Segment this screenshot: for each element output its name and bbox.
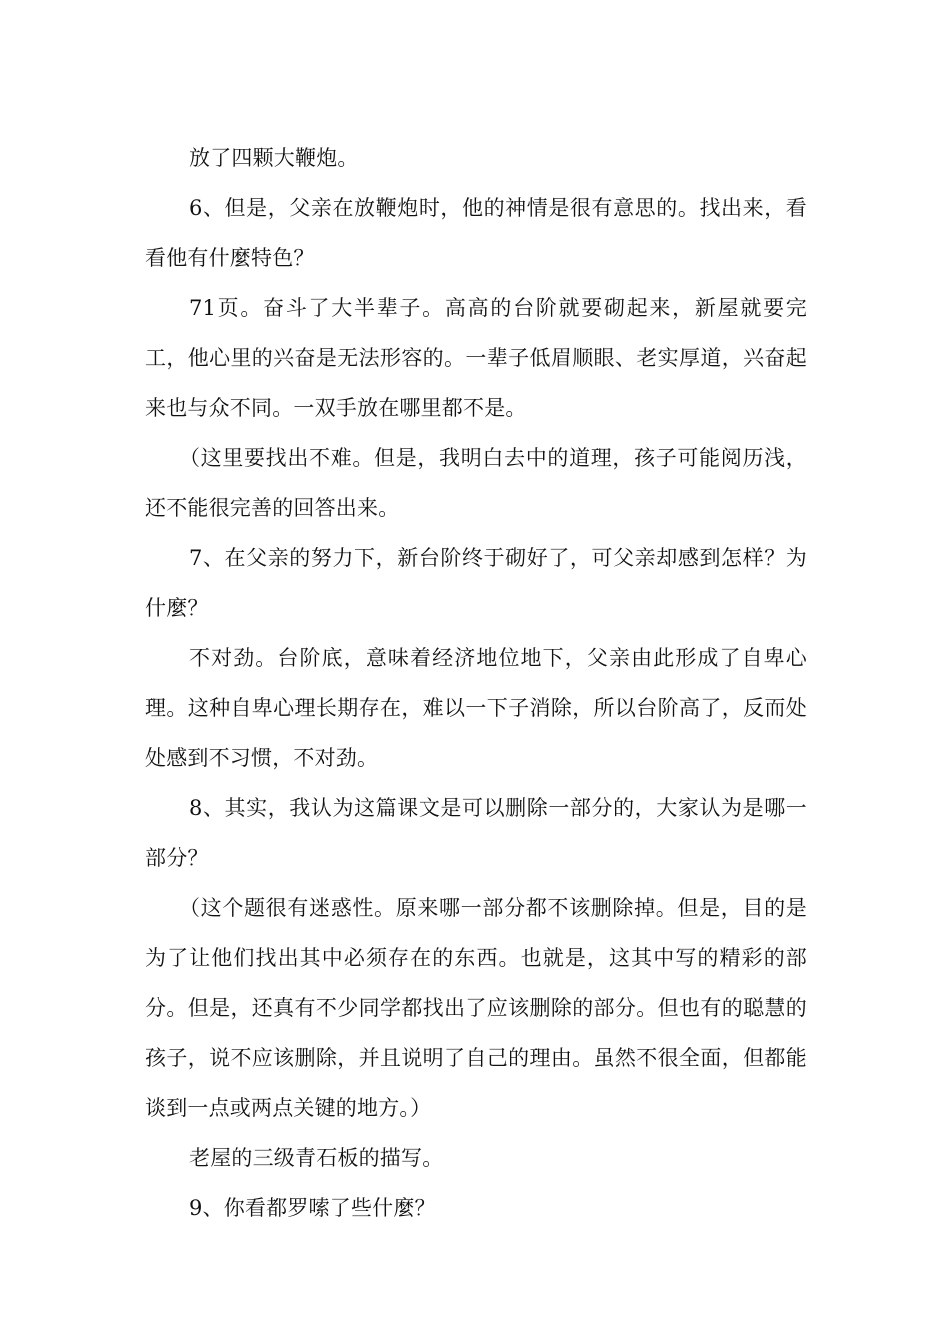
paragraph-1: 放了四颗大鞭炮。 (189, 146, 359, 170)
document-body (145, 133, 807, 1233)
paragraph-answer-6: 71页。奋斗了大半辈子。高高的台阶就要砌起来，新屋就要完工，他心里的兴奋是无法形容的。一辈子低眉顺眼、老实厚道，兴奋起来也与众不同。一双手放在哪里都不是。 (145, 296, 807, 420)
paragraph-question-9: 9、你看都罗嗦了些什麼？ (189, 1196, 436, 1220)
paragraph-answer-8: 老屋的三级青石板的描写。 (189, 1146, 444, 1170)
paragraph-question-7: 7、在父亲的努力下，新台阶终于砌好了，可父亲却感到怎样？为什麼？ (145, 546, 807, 620)
paragraph-answer-7: 不对劲。台阶底，意味着经济地位地下，父亲由此形成了自卑心理。这种自卑心理长期存在，难以一下子消除，所以台阶高了，反而处处感到不习惯，不对劲。 (145, 646, 807, 770)
paragraph-note-6: （这里要找出不难。但是，我明白去中的道理，孩子可能阅历浅，还不能很完善的回答出来。 (145, 446, 807, 520)
paragraph-note-8: （这个题很有迷惑性。原来哪一部分都不该删除掉。但是，目的是为了让他们找出其中必须存在的东西。也就是，这其中写的精彩的部分。但是，还真有不少同学都找出了应该删除的部分。但也有的聪慧的孩子，说不应该删除，并且说明了自己的理由。虽然不很全面，但都能谈到一点或两点关键的地方。） (145, 896, 807, 1120)
paragraph-question-6: 6、但是，父亲在放鞭炮时，他的神情是很有意思的。找出来，看看他有什麼特色？ (145, 196, 807, 270)
paragraph-question-8: 8、其实，我认为这篇课文是可以删除一部分的，大家认为是哪一部分？ (145, 796, 807, 870)
